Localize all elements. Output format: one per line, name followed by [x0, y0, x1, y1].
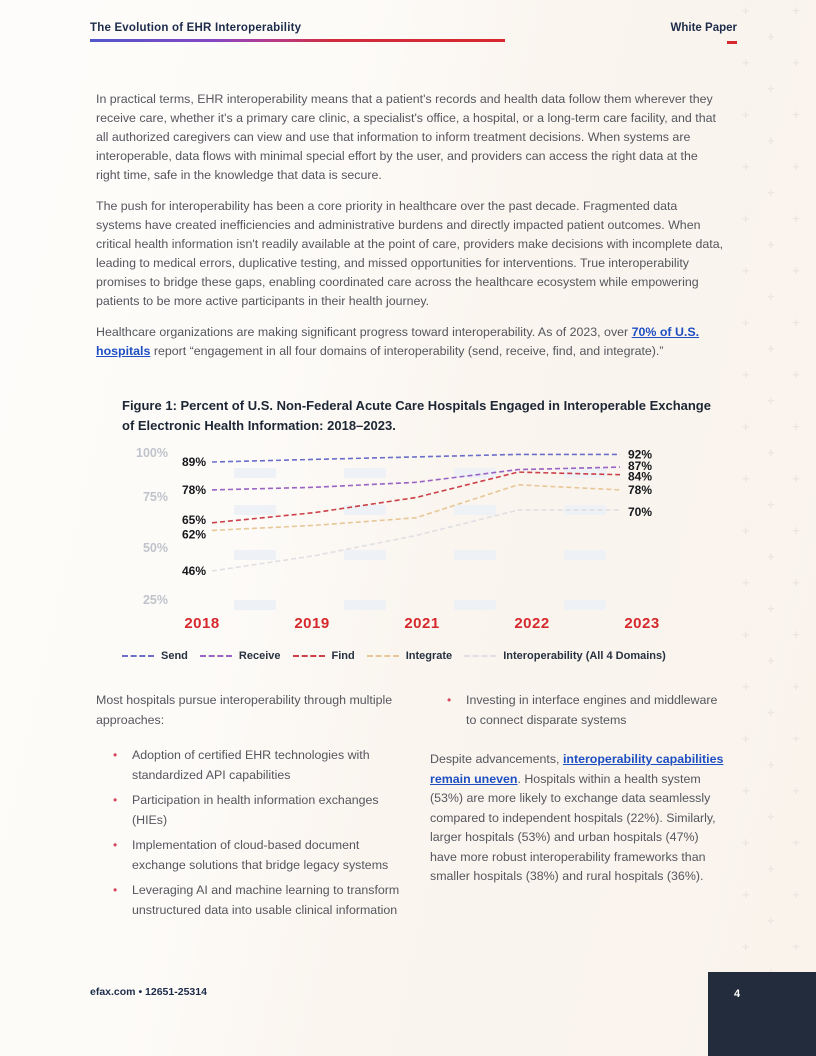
- svg-text:70%: 70%: [628, 505, 653, 520]
- page-number: 4: [734, 988, 741, 1000]
- svg-text:2019: 2019: [294, 615, 330, 632]
- approaches-intro: Most hospitals pursue interoperability through multiple approaches:: [96, 693, 393, 727]
- uneven-capabilities-paragraph: [430, 750, 728, 887]
- svg-text:65%: 65%: [181, 512, 206, 527]
- svg-text:78%: 78%: [181, 482, 206, 497]
- svg-text:84%: 84%: [628, 469, 653, 484]
- svg-text:75%: 75%: [142, 490, 168, 504]
- svg-text:87%: 87%: [628, 459, 653, 474]
- paragraph-2: The push for interoperability has been a core priority in healthcare over the past decade. Fragmented data systems have created inefficiencies and administrative burdens and directly impacted patient outcomes. When critical health information isn't readily available at the point of care, providers make decisions with incomplete data, leading to medical errors, duplicative testing, and missed opportunities for interventions. True interoperability promises to bridge these gaps, enabling coordinated care across the healthcare ecosystem while empowering patients to be more active participants in their health journey.: [96, 199, 724, 308]
- body-text: [96, 90, 724, 373]
- svg-text:2021: 2021: [404, 615, 440, 632]
- svg-text:2018: 2018: [184, 615, 220, 632]
- chart-legend: [122, 650, 742, 662]
- svg-text:46%: 46%: [181, 564, 206, 578]
- right-paragraph-text-end: . Hospitals within a health system (53%) are more likely to exchange data seamlessly compared to independent hospitals (22%). Similarly, larger hospitals (53%) and urban hospitals (47%) have more robust interoperability frameworks than smaller hospitals (38%) and rural hospitals (36%).: [430, 771, 716, 883]
- legend-item: [367, 650, 452, 662]
- svg-text:2023: 2023: [624, 615, 660, 632]
- legend-dash-swatch: [293, 655, 325, 657]
- legend-item: [122, 650, 188, 662]
- header-gradient-rule: [90, 39, 505, 42]
- list-item: • Implementation of cloud-based document exchange solutions that bridge legacy systems: [96, 836, 406, 875]
- document-title: The Evolution of EHR Interoperability: [90, 22, 302, 34]
- svg-text:62%: 62%: [181, 527, 206, 542]
- figure-1-section: [122, 396, 742, 662]
- list-item: • Participation in health information exchanges (HIEs): [96, 791, 406, 830]
- svg-text:78%: 78%: [628, 482, 653, 497]
- hospitals-statistic-link[interactable]: 70% of U.S. hospitals: [96, 325, 700, 358]
- figure-title: Figure 1: Percent of U.S. Non-Federal Acute Care Hospitals Engaged in Interoperable Exchange of Electronic Health Information: 2018–2023.: [122, 398, 711, 433]
- header-red-dash: [727, 41, 737, 44]
- legend-item: [464, 650, 666, 662]
- left-column: [96, 691, 406, 926]
- page-number-box: [708, 972, 816, 1056]
- legend-label: Send: [161, 650, 188, 662]
- svg-text:100%: 100%: [136, 446, 168, 460]
- svg-text:89%: 89%: [181, 455, 206, 469]
- two-column-section: [96, 691, 728, 926]
- legend-dash-swatch: [367, 655, 399, 657]
- right-column: [430, 691, 728, 926]
- list-item: • Leveraging AI and machine learning to transform unstructured data into usable clinical information: [96, 881, 406, 920]
- legend-label: Interoperability (All 4 Domains): [503, 650, 666, 662]
- list-item: • Adoption of certified EHR technologies with standardized API capabilities: [96, 746, 406, 785]
- legend-label: Receive: [238, 650, 281, 662]
- svg-text:2022: 2022: [514, 615, 550, 632]
- legend-label: Find: [331, 650, 355, 662]
- legend-item: [293, 650, 355, 662]
- svg-text:92%: 92%: [628, 447, 653, 462]
- right-paragraph-text: Despite advancements,: [430, 752, 563, 766]
- legend-dash-swatch: [464, 655, 496, 657]
- list-item: • Investing in interface engines and middleware to connect disparate systems: [430, 691, 728, 730]
- approaches-list: [96, 746, 406, 920]
- right-list: [430, 691, 728, 730]
- figure1-chart: [122, 440, 722, 642]
- chart-container: [122, 440, 742, 647]
- legend-label: Integrate: [405, 650, 453, 662]
- legend-dash-swatch: [200, 655, 232, 657]
- legend-dash-swatch: [122, 655, 154, 657]
- plus-pattern-decoration: + + + + + + + + + + + + + + + + + + + + + + + + + + + + + + + + + + + + + + + + + + + + + + + + + + + + + + + +: [742, 3, 800, 954]
- paragraph-1: In practical terms, EHR interoperability means that a patient's records and health data follow them wherever they receive care, whether it's a primary care clinic, a specialist's office, a hospital, or a long-term care facility, and that all authorized caregivers can view and use that information to inform treatment decisions. When systems are interoperable, data flows with minimal special effort by the user, and providers can access the right data at the right time, safe in the knowledge that data is secure.: [96, 92, 716, 182]
- x-axis-labels: [184, 615, 659, 632]
- svg-text:50%: 50%: [142, 541, 168, 555]
- y-axis-labels: [136, 446, 168, 607]
- background-bands: [234, 468, 606, 610]
- footer-reference: efax.com • 12651-25314: [90, 986, 207, 998]
- paragraph-3: [96, 323, 724, 361]
- svg-text:25%: 25%: [142, 593, 168, 607]
- paragraph-3-text: Healthcare organizations are making significant progress toward interoperability. As of 2023, over: [96, 325, 632, 339]
- legend-item: [200, 650, 281, 662]
- capabilities-uneven-link[interactable]: interoperability capabilities remain uneven: [430, 752, 724, 786]
- document-type-label: White Paper: [670, 22, 737, 34]
- paragraph-3-text-end: report “engagement in all four domains of interoperability (send, receive, find, and integrate).”: [150, 344, 664, 358]
